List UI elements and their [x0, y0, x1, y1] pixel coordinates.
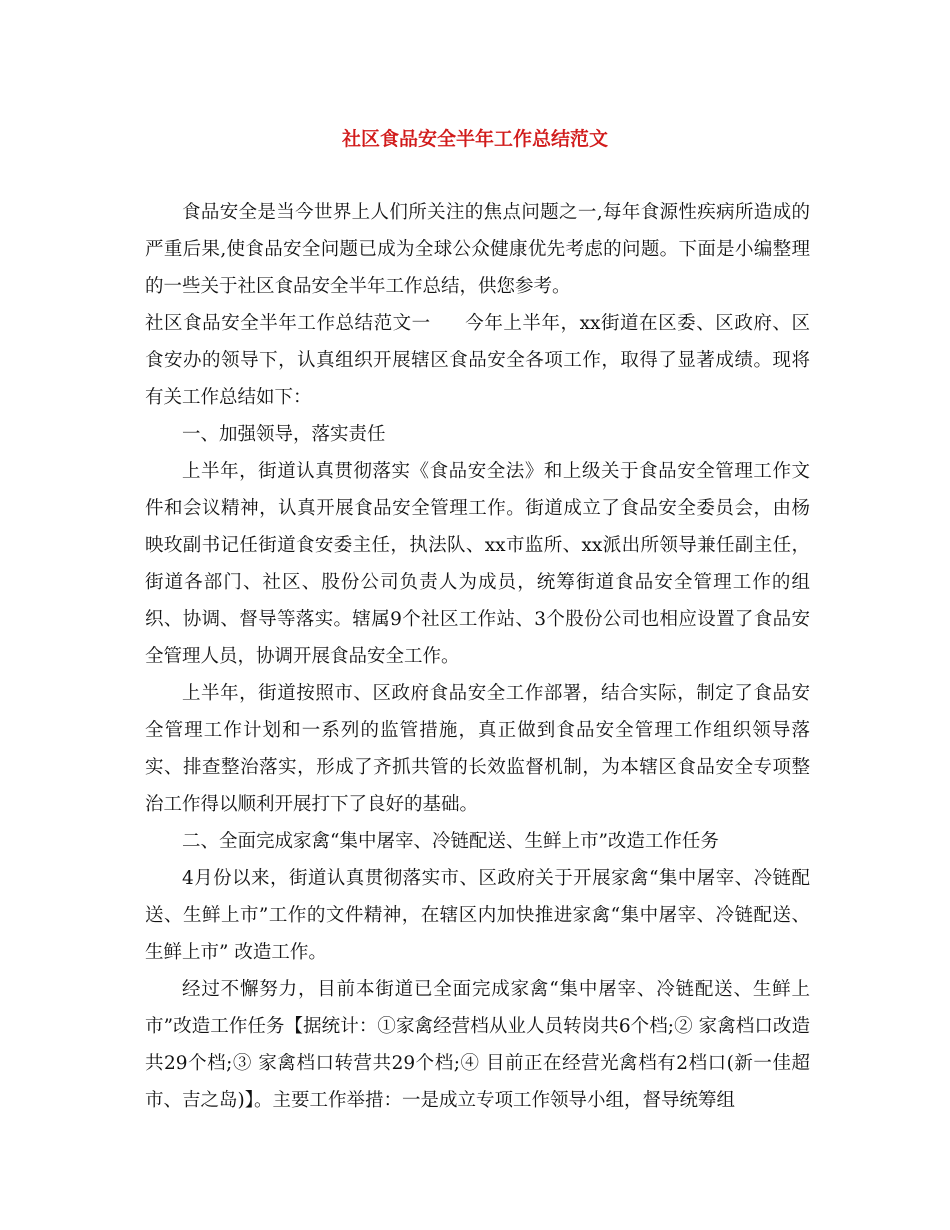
article-heading: 社区食品安全半年工作总结范文一	[145, 313, 431, 334]
document-title: 社区食品安全半年工作总结范文	[341, 128, 608, 150]
article-opening-paragraph	[145, 305, 810, 416]
section2-paragraph-1: 4月份以来，街道认真贯彻落实市、区政府关于开展家禽“集中屠宰、冷链配送、生鲜上市”工作的文件精神，在辖区内加快推进家禽“集中屠宰、冷链配送、生鲜上市” 改造工作。	[145, 868, 810, 963]
section2-heading: 二、全面完成家禽“集中屠宰、冷链配送、生鲜上市”改造工作任务	[182, 831, 719, 852]
section2-paragraph-2: 经过不懈努力，目前本街道已全面完成家禽“集中屠宰、冷链配送、生鲜上市”改造工作任务【据统计：①家禽经营档从业人员转岗共6个档;② 家禽档口改造共29个档;③ 家禽档口转营共29个档;④ 目前正在经营光禽档有2档口(新一佳超市、吉之岛)】。主要工作举措：一是成立专项工作领导小组，督导统筹组	[145, 979, 810, 1111]
article-opening-text: 今年上半年，xx街道在区委、区政府、区食安办的领导下，认真组织开展辖区食品安全各项工作，取得了显著成绩。现将有关工作总结如下：	[145, 313, 810, 408]
document-body	[145, 194, 810, 1119]
section1-paragraph-2: 上半年，街道按照市、区政府食品安全工作部署，结合实际，制定了食品安全管理工作计划和一系列的监管措施，真正做到食品安全管理工作组织领导落实、排查整治落实，形成了齐抓共管的长效监督机制，为本辖区食品安全专项整治工作得以顺利开展打下了良好的基础。	[145, 683, 810, 815]
intro-paragraph: 食品安全是当今世界上人们所关注的焦点问题之一,每年食源性疾病所造成的严重后果,使食品安全问题已成为全球公众健康优先考虑的问题。下面是小编整理的一些关于社区食品安全半年工作总结，供您参考。	[145, 202, 810, 297]
section1-paragraph-1: 上半年，街道认真贯彻落实《食品安全法》和上级关于食品安全管理工作文件和会议精神，认真开展食品安全管理工作。街道成立了食品安全委员会，由杨映玫副书记任街道食安委主任，执法队、xx市监所、xx派出所领导兼任副主任，街道各部门、社区、股份公司负责人为成员，统筹街道食品安全管理工作的组织、协调、督导等落实。辖属9个社区工作站、3个股份公司也相应设置了食品安全管理人员，协调开展食品安全工作。	[145, 461, 810, 667]
section1-heading: 一、加强领导，落实责任	[182, 424, 386, 445]
